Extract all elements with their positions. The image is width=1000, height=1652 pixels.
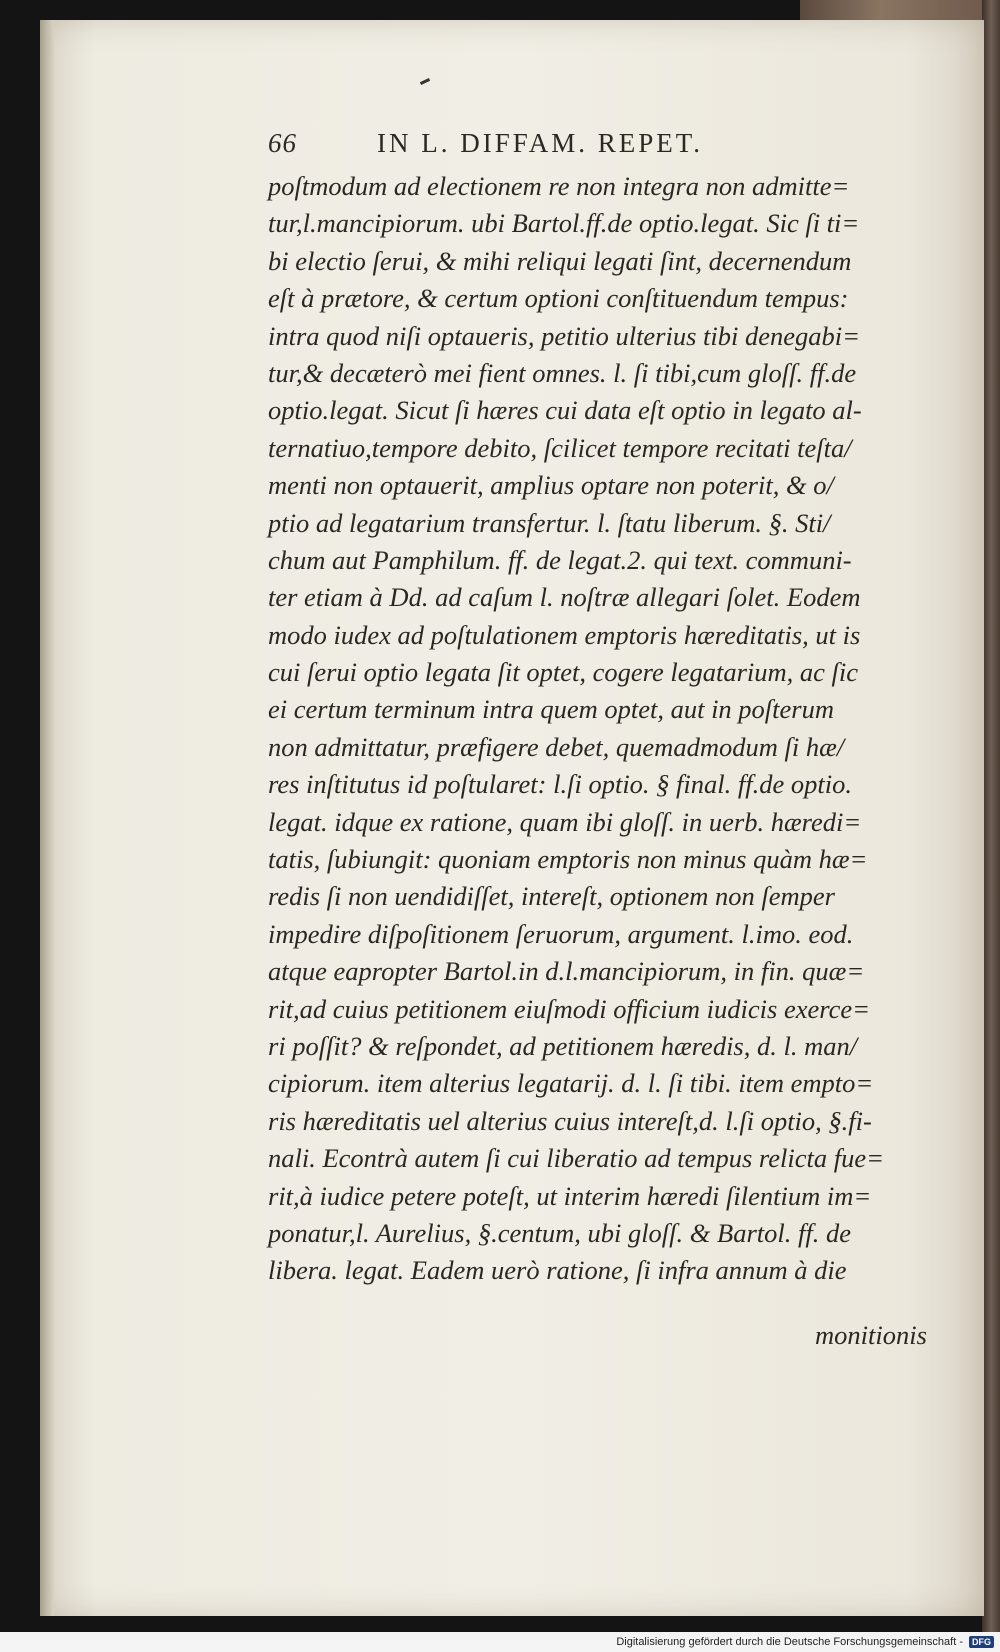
text-line: menti non optauerit, amplius optare non poterit, & o/ [268,470,834,501]
footer-bar [0,1632,1000,1652]
text-line: ter etiam à Dd. ad caſum l. noſtræ allegari ſolet. Eodem [268,582,861,613]
text-line: chum aut Pamphilum. ff. de legat.2. qui text. communi- [268,544,852,575]
text-line: impedire diſpoſitionem ſeruorum, argument. l.imo. eod. [268,918,854,949]
text-line: res inſtitutus id poſtularet: l.ſi optio. § final. ff.de optio. [268,769,852,800]
text-line: bi electio ſerui, & mihi reliqui legati ſint, decernendum [268,245,852,276]
text-line: rit,à iudice petere poteſt, ut interim hæredi ſilentium im= [268,1180,872,1211]
running-title: IN L. DIFFAM. REPET. [377,128,704,158]
catchword: monitionis [815,1320,927,1350]
text-line: cui ſerui optio legata ſit optet, cogere legatarium, ac ſic [268,657,859,688]
text-line: optio.legat. Sicut ſi hæres cui data eſt optio in legato al- [268,395,862,426]
page-gutter [40,20,54,1616]
text-line: ris hæreditatis uel alterius cuius intereſt,d. l.ſi optio, §.fi- [268,1105,872,1136]
text-line: modo iudex ad poſtulationem emptoris hæreditatis, ut is [268,619,861,650]
text-line: tatis, ſubiungit: quoniam emptoris non minus quàm hæ= [268,844,868,875]
text-line: non admittatur, præfigere debet, quemadmodum ſi hæ/ [268,731,845,762]
text-line: eſt à prætore, & certum optioni conſtituendum tempus: [268,283,849,314]
text-line: ponatur,l. Aurelius, §.centum, ubi gloſſ. & Bartol. ff. de [268,1217,851,1248]
text-line: poſtmodum ad electionem re non integra non admitte= [268,171,850,201]
text-line: libera. legat. Eadem uerò ratione, ſi infra annum à die [268,1255,847,1286]
text-line: nali. Econtrà autem ſi cui liberatio ad tempus relicta fue= [268,1143,885,1174]
text-line: legat. idque ex ratione, quam ibi gloſſ. in uerb. hæredi= [268,806,862,837]
text-line: tur,& decæterò mei fient omnes. l. ſi tibi,cum gloſſ. ff.de [268,357,857,388]
dfg-logo: DFG [969,1636,994,1648]
text-line: cipiorum. item alterius legatarij. d. l. ſi tibi. item empto= [268,1068,874,1099]
text-line: ri poſſit? & reſpondet, ad petitionem hæredis, d. l. man/ [268,1030,858,1061]
text-line: intra quod niſi optaueris, petitio ulterius tibi denegabi= [268,320,861,351]
body-text [268,168,948,1290]
text-line: redis ſi non uendidiſſet, intereſt, optionem non ſemper [268,881,835,912]
text-line: ternatiuo,tempore debito, ſcilicet tempore recitati teſta/ [268,432,852,463]
text-line: ptio ad legatarium transfertur. l. ſtatu liberum. §. Sti/ [268,507,831,538]
text-line: atque eapropter Bartol.in d.l.mancipiorum, in fin. quæ= [268,956,865,987]
funding-notice: Digitalisierung gefördert durch die Deutsche Forschungsgemeinschaft - [616,1636,963,1648]
text-line: tur,l.mancipiorum. ubi Bartol.ff.de optio.legat. Sic ſi ti= [268,208,860,239]
text-line: rit,ad cuius petitionem eiuſmodi officium iudicis exerce= [268,993,870,1024]
page-number: 66 [268,128,297,158]
book-edge-right [982,0,1000,1652]
running-head [268,128,828,159]
text-line: ei certum terminum intra quem optet, aut in poſterum [268,694,834,725]
